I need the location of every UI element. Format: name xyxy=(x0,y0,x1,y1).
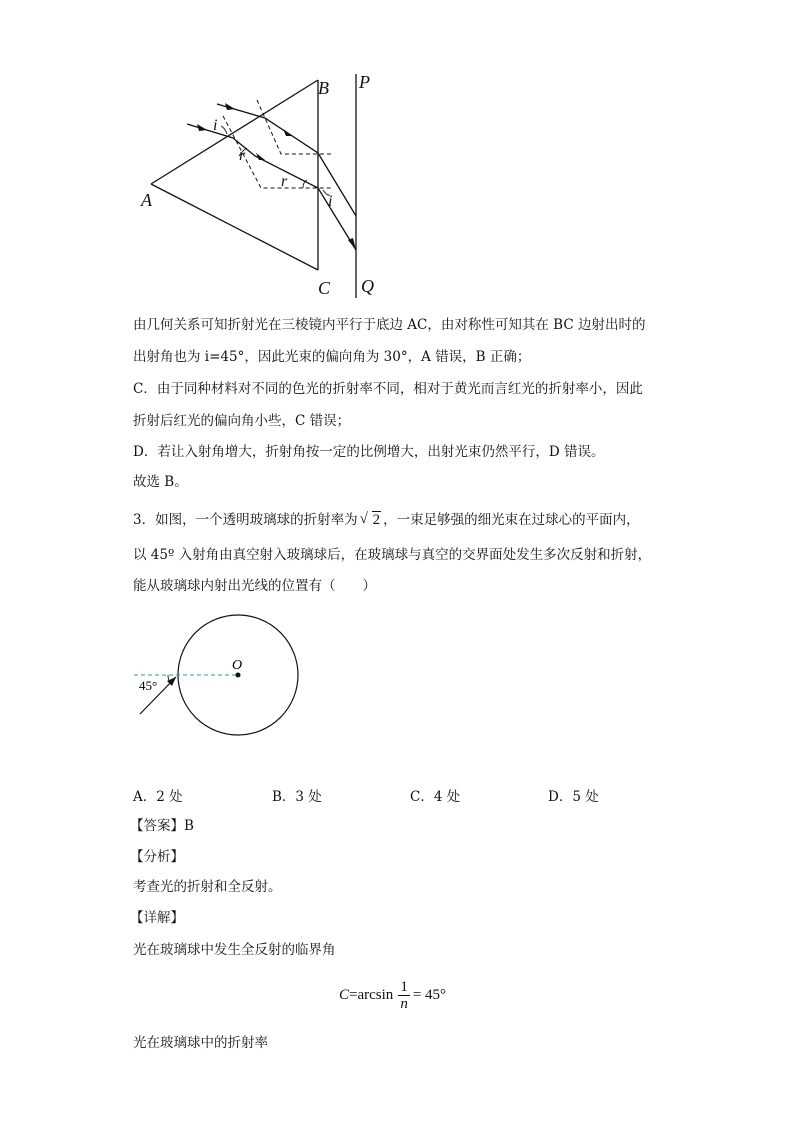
formula-function: arcsin xyxy=(357,986,394,1003)
sqrt-radicand: 2 xyxy=(372,512,381,528)
question3-line2: 以 45º 入射角由真空射入玻璃球后，在玻璃球与真空的交界面处发生多次反射和折射， xyxy=(133,547,652,563)
analysis-heading: 【分析】 xyxy=(130,849,184,865)
arrowhead-upper-in xyxy=(225,103,235,110)
angle-arc-i1 xyxy=(221,126,227,134)
conclusion-text: 故选 B。 xyxy=(133,474,188,490)
glass-sphere-diagram xyxy=(128,610,308,740)
lower-beam xyxy=(187,124,356,250)
formula-equals: = xyxy=(349,986,358,1003)
formula-denominator: n xyxy=(400,995,408,1012)
choice-c[interactable]: C．4 处 xyxy=(410,789,461,805)
sqrt-sign: √ xyxy=(359,511,368,527)
center-point xyxy=(236,673,241,678)
vertex-label-a: A xyxy=(141,190,152,210)
solution-paragraph-line2: 出射角也为 i=45°，因此光束的偏向角为 30°，A 错误，B 正确； xyxy=(133,349,531,365)
analysis-text: 考查光的折射和全反射。 xyxy=(133,879,282,895)
answer-heading: 【答案】 xyxy=(130,818,184,834)
prism-edge-ac xyxy=(151,184,318,270)
formula-fraction xyxy=(398,979,410,1012)
formula-lhs: C xyxy=(339,986,350,1003)
formula-numerator: 1 xyxy=(400,978,408,995)
angle-label-i1: i xyxy=(213,117,218,134)
solution-paragraph-line1: 由几何关系可知折射光在三棱镜内平行于底边 AC，由对称性可知其在 BC 边射出时的 xyxy=(133,317,646,333)
detail-line2: 光在玻璃球中的折射率 xyxy=(133,1035,268,1051)
option-c-explanation-line2: 折射后红光的偏向角小些，C 错误； xyxy=(133,413,351,429)
choice-b[interactable]: B．3 处 xyxy=(272,789,322,805)
screen-label-q: Q xyxy=(361,276,374,296)
question3-line1-post: ，一束足够强的细光束在过球心的平面内， xyxy=(383,512,640,528)
detail-heading: 【详解】 xyxy=(130,910,184,926)
critical-angle-formula xyxy=(339,972,446,1018)
option-c-explanation-line1: C．由于同种材料对不同的色光的折射率不同，相对于黄光而言红光的折射率小，因此 xyxy=(133,381,643,397)
angle-label-r1: r xyxy=(239,147,246,164)
question3-line3: 能从玻璃球内射出光线的位置有（ ） xyxy=(133,578,376,594)
formula-rhs: = 45° xyxy=(412,986,447,1003)
arrowhead-lower-out xyxy=(348,238,356,250)
vertex-label-b: B xyxy=(318,78,329,98)
arrowhead-lower-in xyxy=(197,124,207,131)
screen-label-p: P xyxy=(359,72,370,92)
normal-upper xyxy=(257,100,333,154)
detail-line1: 光在玻璃球中发生全反射的临界角 xyxy=(133,942,336,958)
answer-line xyxy=(130,816,194,836)
angle-label-i2: i xyxy=(328,193,333,210)
choice-a[interactable]: A．2 处 xyxy=(133,789,183,805)
prism-diagram xyxy=(135,68,395,300)
answer-value: B xyxy=(184,818,194,834)
question3-line1 xyxy=(133,510,640,530)
prism-edge-ab xyxy=(151,80,318,184)
option-d-explanation: D．若让入射角增大，折射角按一定的比例增大，出射光束仍然平行，D 错误。 xyxy=(133,444,605,460)
vertex-label-c: C xyxy=(318,278,331,298)
angle-label-r2: r xyxy=(281,173,288,190)
upper-beam xyxy=(217,104,356,216)
center-label-o: O xyxy=(232,658,243,673)
choice-d[interactable]: D．5 处 xyxy=(548,789,599,805)
sqrt-expression xyxy=(360,510,382,530)
question3-line1-pre: 3．如图，一个透明玻璃球的折射率为 xyxy=(133,512,358,528)
angle-label-45: 45° xyxy=(139,678,158,693)
